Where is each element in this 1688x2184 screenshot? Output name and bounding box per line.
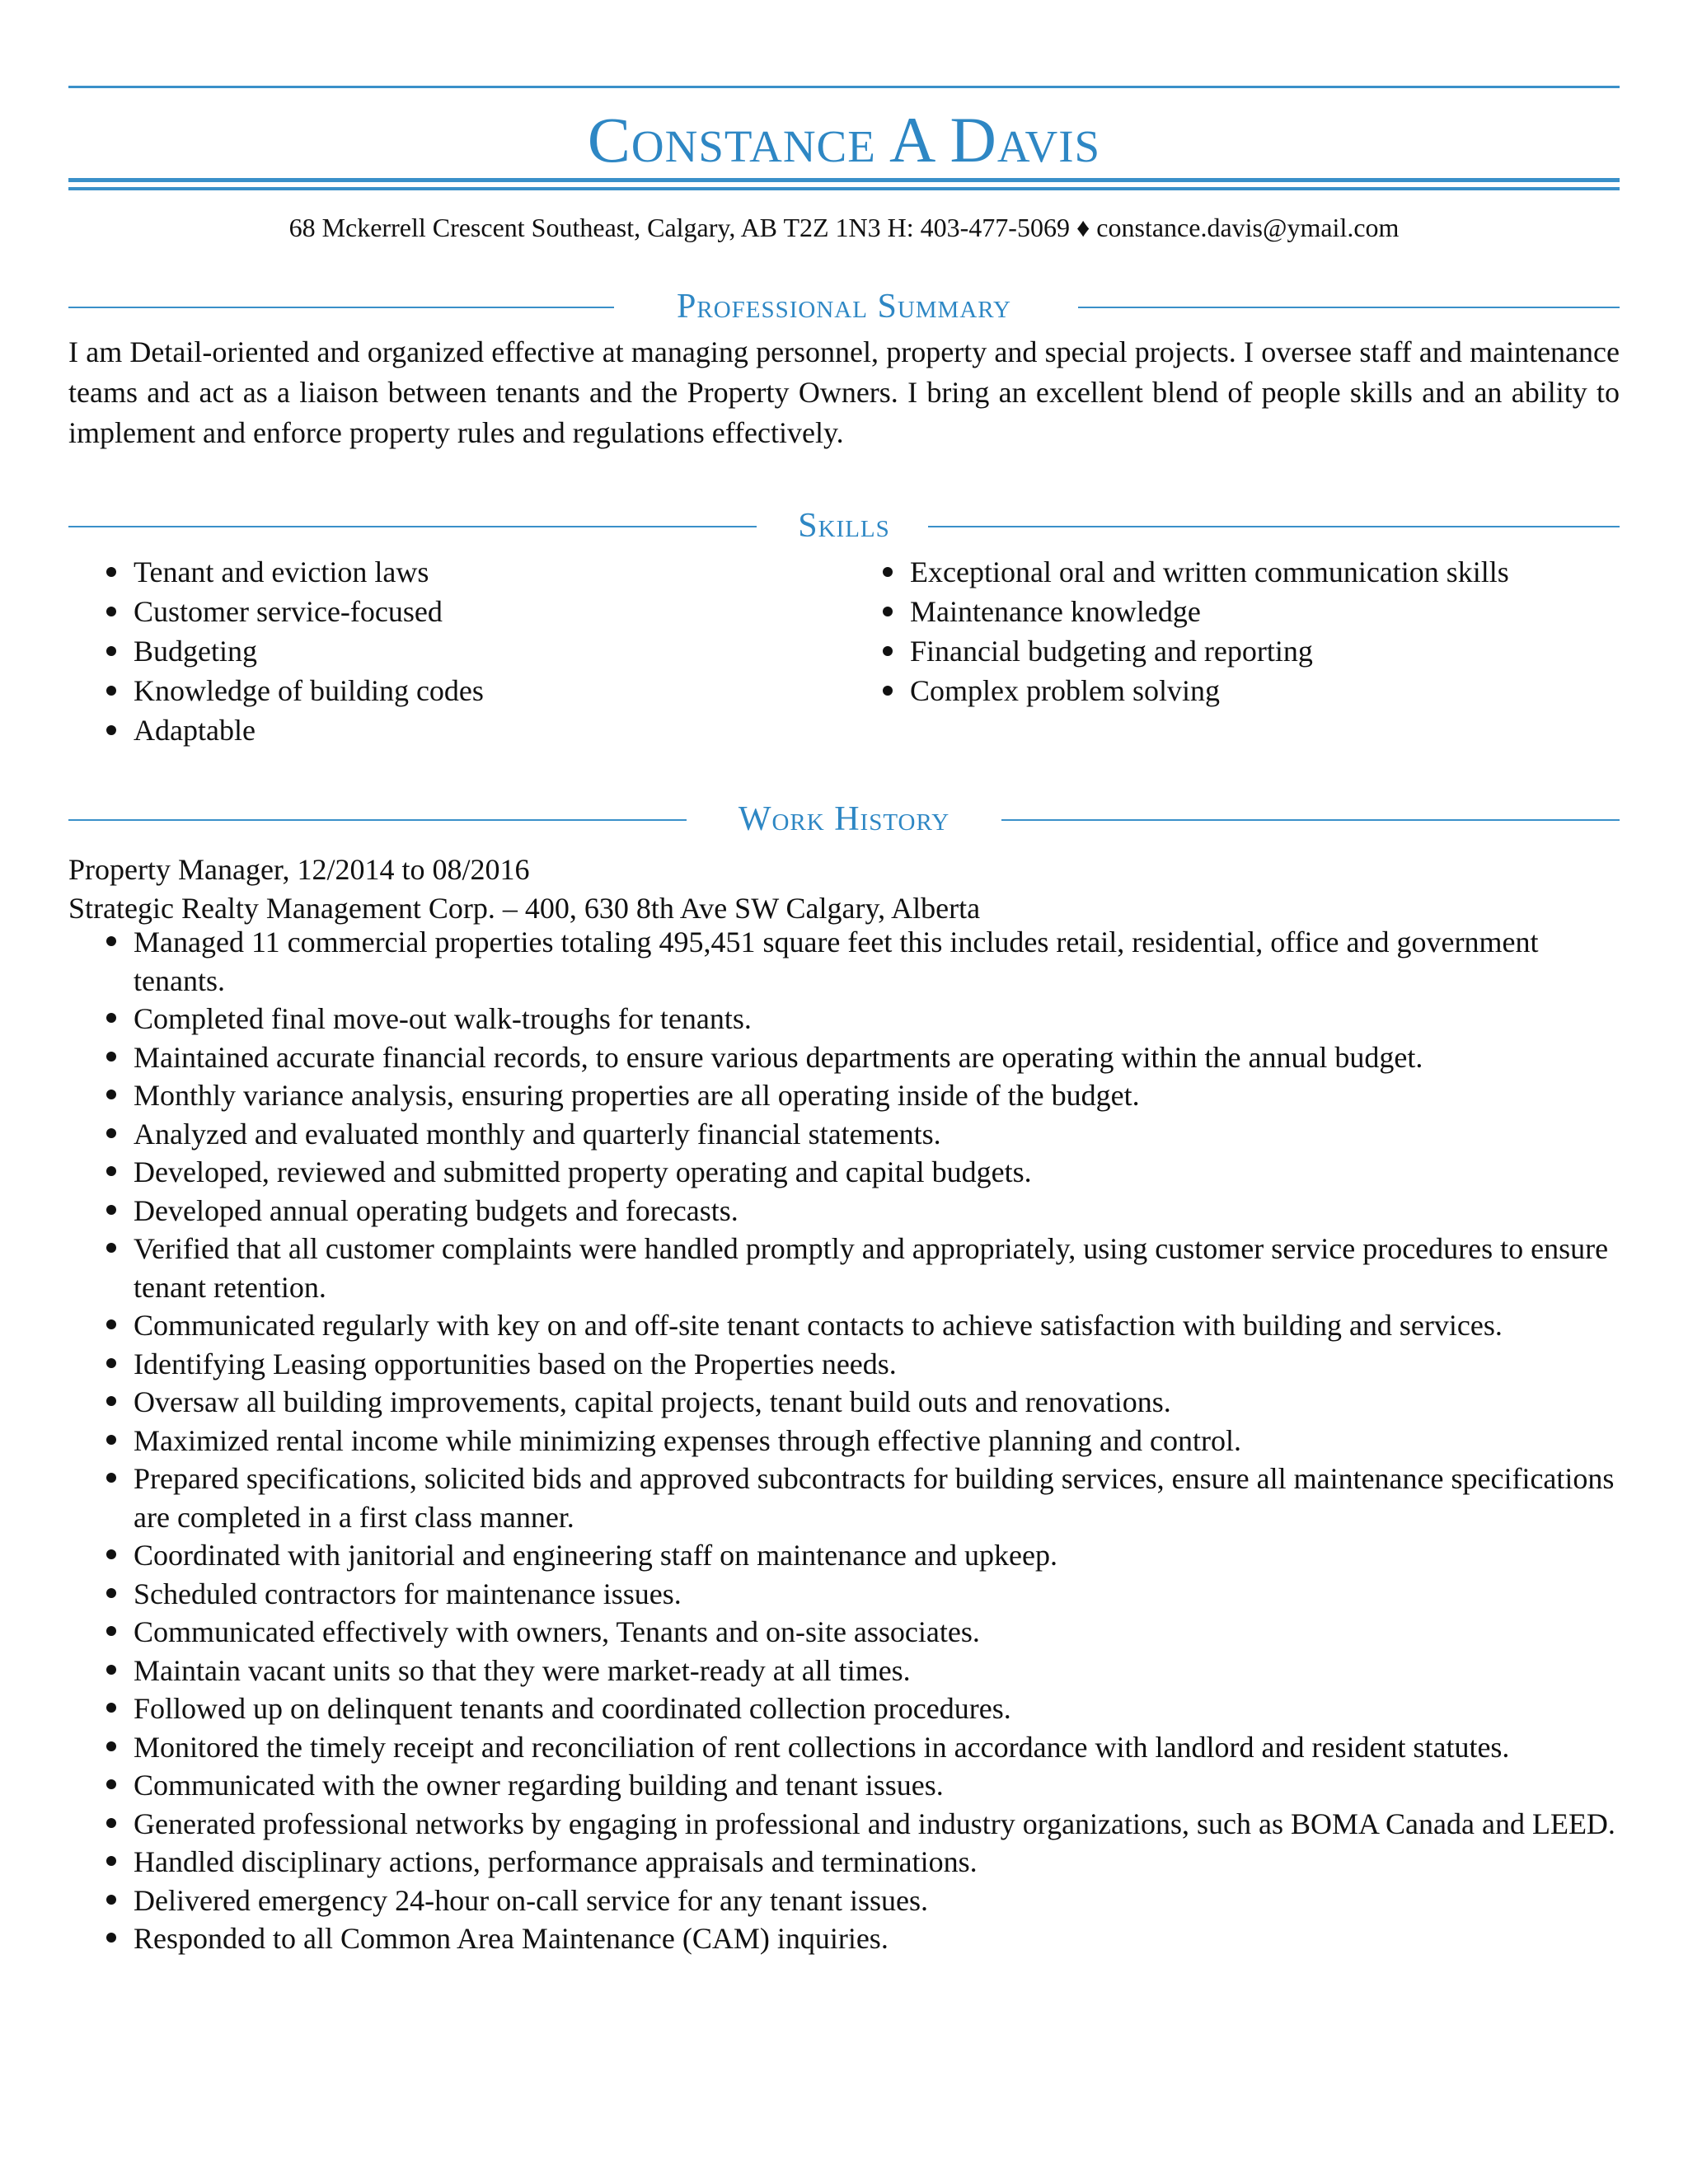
bullet-icon [106, 1319, 116, 1329]
bullet-icon [883, 686, 893, 696]
bullet-icon [106, 567, 116, 577]
duty-item: Monitored the timely receipt and reconciliation of rent collections in accordance with landlord and resident statutes. [68, 1728, 1620, 1767]
skill-item: Tenant and eviction laws [68, 552, 827, 592]
summary-heading: Professional Summary [677, 288, 1011, 326]
bullet-icon [106, 1128, 116, 1138]
duty-item: Communicated effectively with owners, Tenants and on-site associates. [68, 1613, 1620, 1652]
duty-item: Oversaw all building improvements, capital projects, tenant build outs and renovations. [68, 1383, 1620, 1422]
bullet-icon [106, 1090, 116, 1099]
skill-item: Maintenance knowledge [845, 592, 1620, 631]
bullet-icon [883, 646, 893, 656]
duty-item: Completed final move-out walk-troughs for tenants. [68, 1000, 1620, 1038]
bullet-icon [106, 1166, 116, 1176]
heading-rule-right [928, 526, 1620, 527]
duty-item: Handled disciplinary actions, performance appraisals and terminations. [68, 1843, 1620, 1882]
bullet-icon [106, 725, 116, 735]
bullet-icon [106, 1358, 116, 1368]
summary-heading-block [68, 287, 1620, 328]
skills-heading: Skills [798, 507, 890, 545]
duties-list [68, 923, 1620, 1958]
bullet-icon [106, 1933, 116, 1943]
company-line: Strategic Realty Management Corp. – 400, 630 8th Ave SW Calgary, Alberta [68, 892, 981, 925]
skills-heading-block [68, 506, 1620, 547]
bullet-icon [106, 1588, 116, 1598]
bullet-icon [106, 1818, 116, 1828]
skill-item: Knowledge of building codes [68, 671, 827, 710]
bullet-icon [106, 1856, 116, 1866]
header-top-rule [68, 86, 1620, 88]
candidate-name: Constance A Davis [587, 104, 1101, 176]
duty-item: Maximized rental income while minimizing expenses through effective planning and control. [68, 1422, 1620, 1460]
bullet-icon [106, 1741, 116, 1751]
duty-item: Generated professional networks by engaging in professional and industry organizations, such as BOMA Canada and LEED. [68, 1805, 1620, 1844]
summary-text: I am Detail-oriented and organized effective at managing personnel, property and special projects. I oversee staff and maintenance teams and act as a liaison between tenants and the Property Owners. I bring an excellent blend of people skills and an ability to implement and enforce property rules and regulations effectively. [68, 335, 1620, 449]
bullet-icon [106, 1243, 116, 1253]
bullet-icon [106, 1626, 116, 1636]
duty-item: Monthly variance analysis, ensuring properties are all operating inside of the budget. [68, 1076, 1620, 1115]
header-bottom-rule-thin [68, 187, 1620, 190]
duty-item: Scheduled contractors for maintenance issues. [68, 1575, 1620, 1614]
skill-item: Financial budgeting and reporting [845, 631, 1620, 671]
skill-item: Customer service-focused [68, 592, 827, 631]
skill-item: Complex problem solving [845, 671, 1620, 710]
bullet-icon [106, 1703, 116, 1713]
bullet-icon [106, 1895, 116, 1905]
bullet-icon [106, 646, 116, 656]
header-bottom-rule [68, 178, 1620, 182]
bullet-icon [106, 1473, 116, 1483]
bullet-icon [106, 1549, 116, 1559]
bullet-icon [106, 1396, 116, 1406]
duty-item: Maintained accurate financial records, to ensure various departments are operating within the annual budget. [68, 1038, 1620, 1077]
bullet-icon [883, 607, 893, 616]
bullet-icon [106, 686, 116, 696]
duty-item: Delivered emergency 24-hour on-call service for any tenant issues. [68, 1882, 1620, 1920]
bullet-icon [106, 607, 116, 616]
bullet-icon [106, 1052, 116, 1062]
duty-item: Developed, reviewed and submitted property operating and capital budgets. [68, 1153, 1620, 1192]
heading-rule-right [1078, 307, 1620, 308]
bullet-icon [106, 1665, 116, 1675]
skill-item: Exceptional oral and written communication skills [845, 552, 1620, 592]
bullet-icon [106, 1013, 116, 1023]
heading-rule-right [1001, 819, 1620, 821]
duty-item: Analyzed and evaluated monthly and quarterly financial statements. [68, 1115, 1620, 1154]
contact-line: 68 Mckerrell Crescent Southeast, Calgary, AB T2Z 1N3 H: 403-477-5069 ♦ constance.davis@ymail.com [288, 213, 1400, 242]
skills-list-right [845, 552, 1620, 710]
bullet-icon [106, 1435, 116, 1445]
duty-item: Verified that all customer complaints were handled promptly and appropriately, using customer service procedures to ensure tenant retention. [68, 1230, 1620, 1306]
duty-item: Maintain vacant units so that they were market-ready at all times. [68, 1652, 1620, 1690]
duty-item: Coordinated with janitorial and engineering staff on maintenance and upkeep. [68, 1536, 1620, 1575]
skill-item: Adaptable [68, 710, 827, 750]
bullet-icon [106, 936, 116, 946]
bullet-icon [106, 1205, 116, 1215]
bullet-icon [883, 567, 893, 577]
work-heading: Work History [738, 800, 950, 838]
work-heading-block [68, 799, 1620, 841]
duty-item: Followed up on delinquent tenants and coordinated collection procedures. [68, 1690, 1620, 1728]
skills-list-left [68, 552, 827, 750]
duty-item: Developed annual operating budgets and forecasts. [68, 1192, 1620, 1230]
skill-item: Budgeting [68, 631, 827, 671]
duty-item: Identifying Leasing opportunities based on the Properties needs. [68, 1345, 1620, 1384]
duty-item: Prepared specifications, solicited bids and approved subcontracts for building services, ensure all maintenance specifications are completed in a first class manner. [68, 1460, 1620, 1536]
job-title: Property Manager, 12/2014 to 08/2016 [68, 853, 530, 886]
duty-item: Communicated with the owner regarding building and tenant issues. [68, 1766, 1620, 1805]
duty-item: Responded to all Common Area Maintenance (CAM) inquiries. [68, 1919, 1620, 1958]
duty-item: Communicated regularly with key on and off-site tenant contacts to achieve satisfaction with building and services. [68, 1306, 1620, 1345]
bullet-icon [106, 1779, 116, 1789]
duty-item: Managed 11 commercial properties totaling 495,451 square feet this includes retail, residential, office and government tenants. [68, 923, 1620, 1000]
